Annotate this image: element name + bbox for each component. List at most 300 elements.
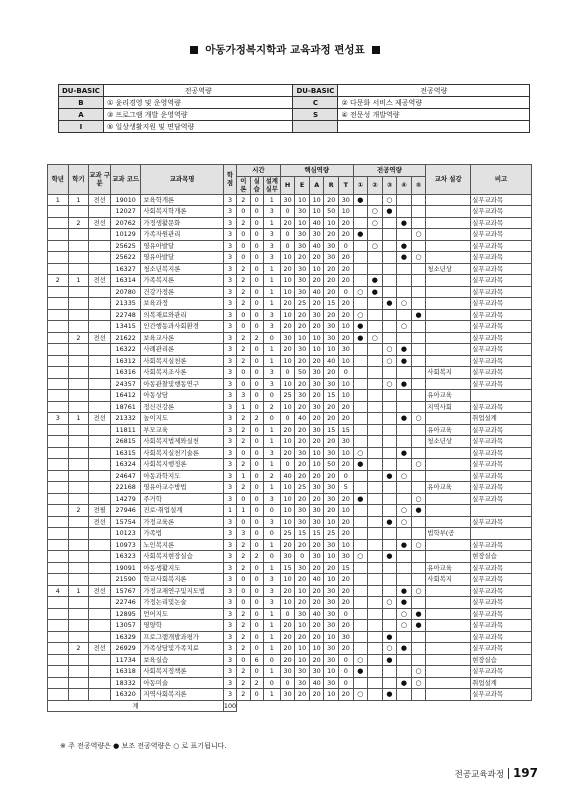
cross-listed bbox=[426, 505, 471, 517]
table-row bbox=[48, 459, 532, 471]
division bbox=[89, 528, 111, 540]
table-row bbox=[48, 355, 532, 367]
competency-mark bbox=[353, 401, 368, 413]
competency-mark bbox=[397, 528, 412, 540]
competency-mark: ● bbox=[382, 470, 397, 482]
r-score: 20 bbox=[324, 436, 339, 448]
h-score: 10 bbox=[280, 401, 295, 413]
code: 16323 bbox=[111, 551, 141, 563]
h-score: 25 bbox=[280, 528, 295, 540]
competency-mark: ● bbox=[397, 355, 412, 367]
note: 취업설계 bbox=[471, 677, 532, 689]
h-score: 30 bbox=[280, 666, 295, 678]
competency-mark bbox=[368, 574, 383, 586]
competency-mark bbox=[382, 332, 397, 344]
year bbox=[48, 401, 69, 413]
h-score: 10 bbox=[280, 597, 295, 609]
practice-hours: 0 bbox=[250, 470, 263, 482]
term bbox=[68, 539, 89, 551]
note: 실무교과목 bbox=[471, 608, 532, 620]
design-hours: 3 bbox=[263, 206, 280, 218]
practice-hours: 0 bbox=[250, 229, 263, 241]
code: 16315 bbox=[111, 447, 141, 459]
t-score: 15 bbox=[338, 562, 353, 574]
practice-hours: 0 bbox=[250, 367, 263, 379]
note: 실무교과목 bbox=[471, 401, 532, 413]
table-row bbox=[48, 631, 532, 643]
division bbox=[89, 493, 111, 505]
code: 16327 bbox=[111, 263, 141, 275]
credit: 3 bbox=[223, 493, 236, 505]
year bbox=[48, 459, 69, 471]
competency-mark bbox=[411, 424, 426, 436]
competency-mark bbox=[368, 528, 383, 540]
term bbox=[68, 562, 89, 574]
du-code: S bbox=[293, 109, 338, 121]
competency-mark bbox=[353, 643, 368, 655]
design-hours: 1 bbox=[263, 424, 280, 436]
division: 전선 bbox=[89, 217, 111, 229]
curriculum-table bbox=[47, 164, 532, 712]
competency-mark bbox=[397, 562, 412, 574]
du-code bbox=[293, 121, 338, 133]
r-score: 30 bbox=[324, 240, 339, 252]
course-name: 사례관리론 bbox=[141, 344, 223, 356]
theory-hours: 2 bbox=[237, 298, 250, 310]
credit: 3 bbox=[223, 608, 236, 620]
e-score: 50 bbox=[295, 367, 310, 379]
r-score: 30 bbox=[324, 620, 339, 632]
course-name: 아동미술 bbox=[141, 677, 223, 689]
competency-mark: ○ bbox=[353, 551, 368, 563]
theory-hours: 0 bbox=[237, 252, 250, 264]
e-score: 20 bbox=[295, 321, 310, 333]
code: 19091 bbox=[111, 562, 141, 574]
competency-mark: ○ bbox=[411, 493, 426, 505]
r-score: 30 bbox=[324, 482, 339, 494]
competency-mark bbox=[397, 263, 412, 275]
a-score: 30 bbox=[309, 666, 324, 678]
competency-mark bbox=[382, 401, 397, 413]
design-hours: 3 bbox=[263, 378, 280, 390]
total-credit: 100 bbox=[223, 701, 237, 710]
competency-mark bbox=[411, 516, 426, 528]
competency-mark: ● bbox=[382, 689, 397, 701]
theory-hours: 1 bbox=[237, 470, 250, 482]
design-hours: 3 bbox=[263, 574, 280, 586]
competency-mark: ● bbox=[368, 286, 383, 298]
competency-label: ① 윤리경영 및 운영역량 bbox=[103, 97, 293, 109]
competency-mark bbox=[411, 321, 426, 333]
course-name: 프로그램개발과평가 bbox=[141, 631, 223, 643]
note: 현장실습 bbox=[471, 551, 532, 563]
e-score: 20 bbox=[295, 597, 310, 609]
term bbox=[68, 516, 89, 528]
practice-hours: 0 bbox=[250, 436, 263, 448]
code: 25625 bbox=[111, 240, 141, 252]
design-hours: 3 bbox=[263, 597, 280, 609]
course-name: 진로·취업설계 bbox=[141, 505, 223, 517]
table-row bbox=[48, 240, 532, 252]
a-score: 20 bbox=[309, 689, 324, 701]
e-score: 30 bbox=[295, 206, 310, 218]
table-row bbox=[48, 689, 532, 701]
design-hours: 3 bbox=[263, 229, 280, 241]
theory-hours: 2 bbox=[237, 286, 250, 298]
note: 실무교과목 bbox=[471, 309, 532, 321]
col-core-competency: 핵심역량 bbox=[280, 165, 353, 177]
competency-mark: ● bbox=[382, 551, 397, 563]
year bbox=[48, 424, 69, 436]
table-row bbox=[48, 643, 532, 655]
du-row bbox=[59, 109, 530, 121]
cross-listed: 유아교육 bbox=[426, 562, 471, 574]
year bbox=[48, 551, 69, 563]
course-name: 청소년복지론 bbox=[141, 263, 223, 275]
theory-hours: 2 bbox=[237, 436, 250, 448]
competency-mark bbox=[368, 597, 383, 609]
t-score: 10 bbox=[338, 206, 353, 218]
practice-hours: 0 bbox=[250, 424, 263, 436]
competency-mark bbox=[382, 528, 397, 540]
h-score: 0 bbox=[280, 413, 295, 425]
competency-mark bbox=[368, 677, 383, 689]
a-score: 20 bbox=[309, 562, 324, 574]
course-name: 지역사회복지론 bbox=[141, 689, 223, 701]
t-score: 30 bbox=[338, 631, 353, 643]
credit: 3 bbox=[223, 263, 236, 275]
competency-mark: ● bbox=[382, 298, 397, 310]
competency-mark bbox=[382, 608, 397, 620]
h-score: 20 bbox=[280, 321, 295, 333]
h-score: 10 bbox=[280, 516, 295, 528]
theory-hours: 0 bbox=[237, 493, 250, 505]
cross-listed bbox=[426, 470, 471, 482]
design-hours: 3 bbox=[263, 309, 280, 321]
table-row bbox=[48, 574, 532, 586]
practice-hours: 0 bbox=[250, 344, 263, 356]
competency-mark: ○ bbox=[353, 309, 368, 321]
design-hours: 2 bbox=[263, 470, 280, 482]
e-score: 25 bbox=[295, 298, 310, 310]
practice-hours: 0 bbox=[250, 528, 263, 540]
theory-hours: 2 bbox=[237, 413, 250, 425]
t-score: 20 bbox=[338, 574, 353, 586]
competency-mark: ● bbox=[397, 585, 412, 597]
h-score: 10 bbox=[280, 252, 295, 264]
divider bbox=[508, 768, 509, 779]
competency-mark bbox=[411, 597, 426, 609]
t-score: 0 bbox=[338, 240, 353, 252]
section-name: 전공교육과정 bbox=[454, 770, 504, 780]
note: 실무교과목 bbox=[471, 643, 532, 655]
division bbox=[89, 539, 111, 551]
t-score: 10 bbox=[338, 378, 353, 390]
credit: 3 bbox=[223, 401, 236, 413]
theory-hours: 2 bbox=[237, 539, 250, 551]
practice-hours: 0 bbox=[250, 378, 263, 390]
cross-listed bbox=[426, 516, 471, 528]
practice-hours: 0 bbox=[250, 516, 263, 528]
code: 12895 bbox=[111, 608, 141, 620]
h-score: 0 bbox=[280, 240, 295, 252]
note: 실무교과목 bbox=[471, 562, 532, 574]
competency-mark bbox=[382, 413, 397, 425]
col-h: H bbox=[280, 176, 295, 194]
course-name: 가정논리및논술 bbox=[141, 597, 223, 609]
code: 22168 bbox=[111, 482, 141, 494]
note: 실무교과목 bbox=[471, 436, 532, 448]
design-hours: 3 bbox=[263, 447, 280, 459]
competency-mark bbox=[353, 631, 368, 643]
note: 실무교과목 bbox=[471, 620, 532, 632]
term bbox=[68, 252, 89, 264]
t-score: 20 bbox=[338, 229, 353, 241]
competency-mark bbox=[353, 367, 368, 379]
competency-mark bbox=[397, 229, 412, 241]
table-row bbox=[48, 275, 532, 287]
credit: 3 bbox=[223, 332, 236, 344]
competency-mark bbox=[397, 332, 412, 344]
e-score: 20 bbox=[295, 574, 310, 586]
du-basic-table bbox=[58, 84, 530, 133]
t-score: 0 bbox=[338, 470, 353, 482]
competency-mark bbox=[353, 344, 368, 356]
division: 전선 bbox=[89, 413, 111, 425]
credit: 3 bbox=[223, 482, 236, 494]
cross-listed bbox=[426, 194, 471, 206]
division bbox=[89, 447, 111, 459]
course-name: 사회복지실천론 bbox=[141, 355, 223, 367]
h-score: 30 bbox=[280, 689, 295, 701]
division bbox=[89, 677, 111, 689]
competency-mark bbox=[382, 321, 397, 333]
course-name: 사회복지현장실습 bbox=[141, 551, 223, 563]
credit: 3 bbox=[223, 229, 236, 241]
competency-mark: ● bbox=[397, 240, 412, 252]
code: 27946 bbox=[111, 505, 141, 517]
competency-label: ⑤ 일상생활지원 및 면담역량 bbox=[103, 121, 293, 133]
col-a: A bbox=[309, 176, 324, 194]
h-score: 20 bbox=[280, 631, 295, 643]
a-score: 20 bbox=[309, 654, 324, 666]
t-score: 0 bbox=[338, 666, 353, 678]
theory-hours: 0 bbox=[237, 378, 250, 390]
design-hours: 3 bbox=[263, 585, 280, 597]
competency-mark bbox=[368, 689, 383, 701]
a-score: 20 bbox=[309, 413, 324, 425]
table-row bbox=[48, 562, 532, 574]
page-footer bbox=[455, 766, 538, 780]
year bbox=[48, 436, 69, 448]
competency-mark bbox=[368, 505, 383, 517]
competency-mark bbox=[368, 367, 383, 379]
theory-hours: 0 bbox=[237, 367, 250, 379]
credit: 3 bbox=[223, 516, 236, 528]
e-score: 20 bbox=[295, 631, 310, 643]
credit: 3 bbox=[223, 321, 236, 333]
col-note: 비고 bbox=[471, 165, 532, 195]
course-name: 학교사회복지론 bbox=[141, 574, 223, 586]
code: 22746 bbox=[111, 597, 141, 609]
cross-listed bbox=[426, 252, 471, 264]
competency-mark: ○ bbox=[382, 344, 397, 356]
table-row bbox=[48, 528, 532, 540]
term bbox=[68, 493, 89, 505]
credit: 3 bbox=[223, 217, 236, 229]
e-score: 10 bbox=[295, 585, 310, 597]
du-row bbox=[59, 121, 530, 133]
h-score: 20 bbox=[280, 539, 295, 551]
table-row bbox=[48, 654, 532, 666]
design-hours: 0 bbox=[263, 332, 280, 344]
course-name: 가족복지론 bbox=[141, 275, 223, 287]
table-row bbox=[48, 620, 532, 632]
e-score: 30 bbox=[295, 608, 310, 620]
t-score: 20 bbox=[338, 528, 353, 540]
competency-mark bbox=[382, 585, 397, 597]
competency-mark bbox=[397, 574, 412, 586]
competency-mark: ● bbox=[397, 539, 412, 551]
table-row bbox=[48, 378, 532, 390]
e-score: 40 bbox=[295, 413, 310, 425]
t-score: 20 bbox=[338, 413, 353, 425]
note: 실무교과목 bbox=[471, 286, 532, 298]
competency-mark bbox=[368, 470, 383, 482]
cross-listed bbox=[426, 217, 471, 229]
cross-listed bbox=[426, 298, 471, 310]
theory-hours: 2 bbox=[237, 643, 250, 655]
course-name: 사회복지조사론 bbox=[141, 367, 223, 379]
e-score: 30 bbox=[295, 286, 310, 298]
competency-mark bbox=[411, 298, 426, 310]
competency-mark: ● bbox=[353, 321, 368, 333]
competency-mark: ● bbox=[397, 447, 412, 459]
h-score: 0 bbox=[280, 608, 295, 620]
competency-mark bbox=[353, 677, 368, 689]
e-score: 20 bbox=[295, 689, 310, 701]
term bbox=[68, 401, 89, 413]
du-header: DU-BASIC bbox=[59, 85, 104, 97]
competency-label: ③ 프로그램 개발 운영역량 bbox=[103, 109, 293, 121]
theory-hours: 0 bbox=[237, 516, 250, 528]
r-score: 30 bbox=[324, 321, 339, 333]
division: 전필 bbox=[89, 505, 111, 517]
division: 전선 bbox=[89, 275, 111, 287]
code: 21622 bbox=[111, 332, 141, 344]
competency-mark bbox=[411, 240, 426, 252]
note: 실무교과목 bbox=[471, 206, 532, 218]
competency-mark bbox=[397, 275, 412, 287]
h-score: 10 bbox=[280, 378, 295, 390]
competency-mark bbox=[382, 436, 397, 448]
code: 25622 bbox=[111, 252, 141, 264]
practice-hours: 0 bbox=[250, 240, 263, 252]
division bbox=[89, 459, 111, 471]
h-score: 20 bbox=[280, 654, 295, 666]
practice-hours: 0 bbox=[250, 401, 263, 413]
note: 실무교과목 bbox=[471, 631, 532, 643]
competency-mark: ● bbox=[397, 413, 412, 425]
note: 실무교과목 bbox=[471, 516, 532, 528]
division bbox=[89, 309, 111, 321]
table-row bbox=[48, 677, 532, 689]
theory-hours: 2 bbox=[237, 424, 250, 436]
term: 1 bbox=[68, 275, 89, 287]
title-text: 아동가정복지학과 교육과정 편성표 bbox=[205, 44, 365, 56]
credit: 3 bbox=[223, 643, 236, 655]
year bbox=[48, 390, 69, 402]
practice-hours: 6 bbox=[250, 654, 263, 666]
competency-mark bbox=[382, 309, 397, 321]
note: 실무교과목 bbox=[471, 298, 532, 310]
competency-mark: ○ bbox=[397, 470, 412, 482]
r-score: 30 bbox=[324, 597, 339, 609]
year bbox=[48, 482, 69, 494]
practice-hours: 0 bbox=[250, 585, 263, 597]
course-name: 가족자원관리 bbox=[141, 229, 223, 241]
table-row bbox=[48, 516, 532, 528]
code: 15767 bbox=[111, 585, 141, 597]
division bbox=[89, 286, 111, 298]
competency-mark: ○ bbox=[397, 321, 412, 333]
theory-hours: 2 bbox=[237, 631, 250, 643]
division bbox=[89, 436, 111, 448]
design-hours: 0 bbox=[263, 390, 280, 402]
competency-mark: ○ bbox=[411, 459, 426, 471]
competency-mark bbox=[353, 505, 368, 517]
competency-label: ② 다문화 서비스 제공역량 bbox=[338, 97, 530, 109]
competency-mark bbox=[368, 551, 383, 563]
e-score: 10 bbox=[295, 217, 310, 229]
competency-mark bbox=[353, 252, 368, 264]
year bbox=[48, 631, 69, 643]
r-score: 20 bbox=[324, 367, 339, 379]
competency-mark bbox=[368, 585, 383, 597]
r-score: 20 bbox=[324, 562, 339, 574]
competency-mark bbox=[411, 332, 426, 344]
h-score: 0 bbox=[280, 229, 295, 241]
r-score: 20 bbox=[324, 275, 339, 287]
competency-mark bbox=[397, 493, 412, 505]
a-score: 20 bbox=[309, 275, 324, 287]
cross-listed bbox=[426, 344, 471, 356]
note: 실무교과목 bbox=[471, 470, 532, 482]
h-score: 30 bbox=[280, 194, 295, 206]
course-name: 인간행동과사회환경 bbox=[141, 321, 223, 333]
course-name: 아동생활지도 bbox=[141, 562, 223, 574]
design-hours: 1 bbox=[263, 608, 280, 620]
competency-mark: ● bbox=[411, 620, 426, 632]
term bbox=[68, 447, 89, 459]
competency-mark: ○ bbox=[397, 608, 412, 620]
theory-hours: 2 bbox=[237, 355, 250, 367]
t-score: 10 bbox=[338, 355, 353, 367]
competency-mark bbox=[382, 539, 397, 551]
code: 24357 bbox=[111, 378, 141, 390]
theory-hours: 0 bbox=[237, 206, 250, 218]
cross-listed: 청소년상 bbox=[426, 436, 471, 448]
competency-mark: ● bbox=[397, 252, 412, 264]
course-name: 보육실습 bbox=[141, 654, 223, 666]
du-code: C bbox=[293, 97, 338, 109]
division bbox=[89, 562, 111, 574]
theory-hours: 2 bbox=[237, 217, 250, 229]
competency-mark bbox=[411, 643, 426, 655]
note: 실무교과목 bbox=[471, 367, 532, 379]
t-score: 20 bbox=[338, 298, 353, 310]
h-score: 20 bbox=[280, 643, 295, 655]
